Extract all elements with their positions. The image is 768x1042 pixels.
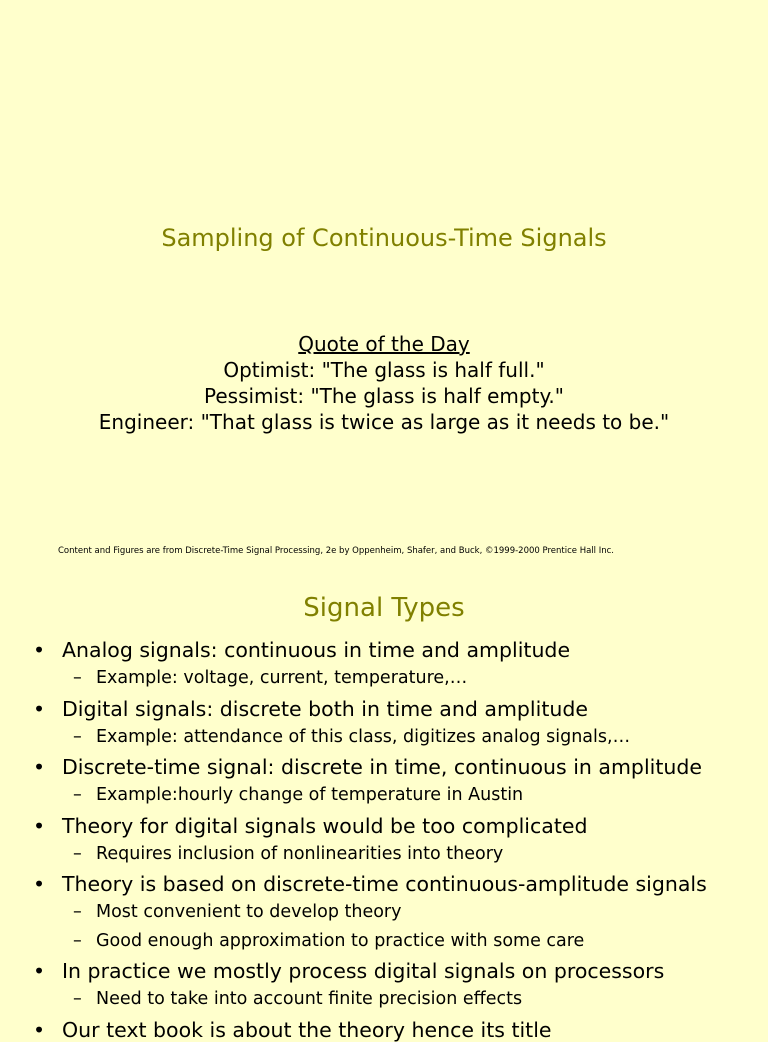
bullet-item [33,813,588,838]
bullet-text: Theory is based on discrete-time continuous-amplitude signals [62,872,707,896]
sub-bullet-item [73,785,524,805]
slide-title-signal-types: Signal Types [303,593,465,623]
bullet-text: Theory for digital signals would be too complicated [62,813,588,838]
sub-bullet-item [73,989,523,1009]
bullet-text: Digital signals: discrete both in time and amplitude [62,696,588,721]
bullet-marker: • [33,638,46,662]
sub-bullet-marker: – [73,902,82,922]
bullet-item [33,696,588,721]
quote-line-optimist: Optimist: "The glass is half full." [223,358,545,382]
sub-bullet-text: Example:hourly change of temperature in Austin [96,785,524,805]
sub-bullet-marker: – [73,989,82,1009]
bullet-marker: • [33,959,46,983]
bullet-text: Discrete-time signal: discrete in time, continuous in amplitude [62,755,702,779]
sub-bullet-marker: – [73,785,82,805]
bullet-text: Analog signals: continuous in time and amplitude [62,638,571,662]
sub-bullet-text: Example: attendance of this class, digitizes analog signals,… [96,726,631,747]
sub-bullet-marker: – [73,843,82,864]
sub-bullet-text: Most convenient to develop theory [96,902,402,922]
quote-heading: Quote of the Day [298,332,470,356]
sub-bullet-marker: – [73,726,82,747]
quote-line-engineer: Engineer: "That glass is twice as large as it needs to be." [98,410,670,434]
sub-bullet-text: Good enough approximation to practice with some care [96,930,585,951]
credit-line: Content and Figures are from Discrete-Time Signal Processing, 2e by Oppenheim, Shafer, and Buck, ©1999-2000 Prentice Hall Inc. [58,546,614,556]
sub-bullet-text: Requires inclusion of nonlinearities into theory [96,843,504,864]
bullet-item [33,959,665,983]
bullet-marker: • [33,755,46,779]
bullet-item [33,1017,552,1042]
bullet-item [33,872,707,896]
bullet-text: In practice we mostly process digital signals on processors [62,959,665,983]
sub-bullet-item [73,930,585,951]
bullet-text: Our text book is about the theory hence its title [62,1017,552,1042]
bullet-marker: • [33,696,46,721]
sub-bullet-marker: – [73,668,82,688]
bullet-marker: • [33,1017,46,1042]
sub-bullet-item [73,726,631,747]
sub-bullet-item [73,843,504,864]
bullet-marker: • [33,813,46,838]
slide-title: Sampling of Continuous-Time Signals [161,224,607,252]
bullet-item [33,638,571,662]
bullet-marker: • [33,872,46,896]
sub-bullet-item [73,902,402,922]
quote-block [0,331,768,435]
quote-line-pessimist: Pessimist: "The glass is half empty." [204,384,564,408]
bullet-item [33,755,702,779]
sub-bullet-marker: – [73,930,82,951]
sub-bullet-text: Example: voltage, current, temperature,… [96,668,468,688]
sub-bullet-text: Need to take into account finite precision effects [96,989,523,1009]
sub-bullet-item [73,668,468,688]
